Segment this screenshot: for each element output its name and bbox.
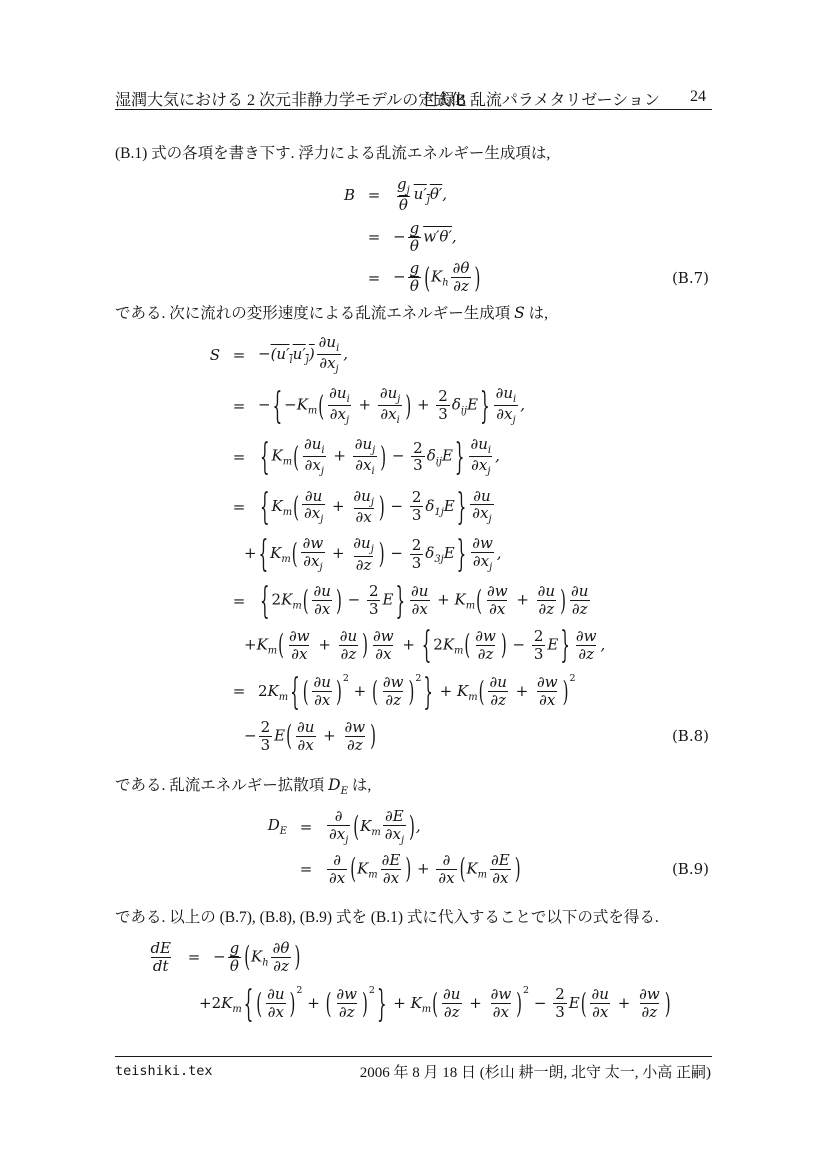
equation-row bbox=[115, 719, 711, 754]
eq-relation: = bbox=[299, 817, 313, 836]
paragraph-intro-b1: (B.1) 式の各項を書き下す. 浮力による乱流エネルギー生成項は, bbox=[115, 145, 551, 162]
equation-row bbox=[115, 852, 711, 887]
eq-relation: = bbox=[232, 345, 246, 364]
equation-row bbox=[115, 260, 711, 295]
equation-row bbox=[115, 623, 711, 667]
eq-relation: = bbox=[367, 185, 381, 204]
equation-row bbox=[115, 220, 711, 255]
eq-rhs: $+2K_m$ { ( $\frac{\partial u}{\partial x}$ )$^2$ + ( $\frac{\partial w}{\partial z}$ )$^2$ } + $K_m$( $\frac{\partial u}{\partial z}$ + $\frac{\partial w}{\partial x}$ )$^2$ − $\frac{2}{3}$ E( $\frac{\partial u}{\partial x}$ + $\frac{\partial w}{\partial z}$ ) bbox=[199, 981, 671, 1026]
eq-lhs: S bbox=[209, 345, 220, 364]
eq-relation: = bbox=[232, 681, 246, 700]
eq-rhs: − $\frac{g}{\theta}$ w′θ′, bbox=[393, 218, 457, 255]
eq-lhs: B bbox=[343, 185, 355, 204]
eq-rhs: − { $-K_m$( $\frac{\partial u_i}{\partial x_j}$ + $\frac{\partial u_j}{\partial x_i}$ ) + $\frac{2}{3}$ $\delta_{ij}E$ } $\frac{\partial u_i}{\partial x_j}$ , bbox=[258, 384, 525, 428]
eq-rhs: − $\frac{g}{\theta}$ ($K_h$ $\frac{\partial\theta}{\partial z}$ ) bbox=[393, 259, 481, 296]
header-page-number: 24 bbox=[690, 88, 706, 105]
equation-block-b7 bbox=[115, 176, 711, 301]
eq-relation: = bbox=[232, 447, 246, 466]
eq-rhs: { $K_m$( $\frac{\partial u_i}{\partial x_j}$ + $\frac{\partial u_j}{\partial x_i}$ ) − $\frac{2}{3}$ $\delta_{ij}E$ } $\frac{\partial u_i}{\partial x_j}$ , bbox=[260, 435, 500, 479]
eq-relation: = bbox=[187, 948, 201, 967]
header-title-main: 湿潤大気における 2 次元非静力学モデルの定式化 bbox=[115, 92, 467, 109]
eq-lhs: $D_E$ bbox=[267, 816, 287, 838]
eq-rhs: $2K_m$ { ( $\frac{\partial u}{\partial x}$ )$^2$ + ( $\frac{\partial w}{\partial z}$ )$^2$ } + $K_m$( $\frac{\partial u}{\partial z}$ + $\frac{\partial w}{\partial x}$ )$^2$ bbox=[258, 669, 576, 714]
header-rule bbox=[115, 109, 712, 110]
eq-relation: = bbox=[367, 268, 381, 287]
eq-rhs: $\frac{g_j}{\theta}$ $u'_j\theta'$, bbox=[397, 175, 448, 215]
eq-relation: = bbox=[232, 497, 246, 516]
eq-rhs: { $2K_m$( $\frac{\partial u}{\partial x}$ ) − $\frac{2}{3}$ E } $\frac{\partial u}{\partial x}$ + $K_m$( $\frac{\partial w}{\partial x}$ + $\frac{\partial u}{\partial z}$ ) $\frac{\partial u}{\partial z}$ bbox=[260, 579, 589, 623]
equation-row bbox=[115, 436, 711, 477]
equation-row bbox=[115, 385, 711, 426]
equation-row bbox=[115, 940, 711, 975]
eq-rhs: $+K_m$( $\frac{\partial w}{\partial x}$ + $\frac{\partial u}{\partial z}$ ) $\frac{\partial w}{\partial x}$ + { $2K_m$( $\frac{\partial w}{\partial z}$ ) − $\frac{2}{3}$ E } $\frac{\partial w}{\partial z}$ , bbox=[244, 623, 606, 667]
eq-rhs: ∂ ∂x ($K_m$ $\frac{\partial E}{\partial x}$ ) + ∂ ∂x ($K_m$ $\frac{\partial E}{\partial x}$ ) bbox=[329, 850, 521, 887]
eq-rhs: + { $K_m$( $\frac{\partial w}{\partial x_j}$ + $\frac{\partial u_j}{\partial z}$ ) − $\frac{2}{3}$ $\delta_{3j}E$ } $\frac{\partial w}{\partial x_j}$ , bbox=[244, 532, 502, 576]
eq-relation: = bbox=[232, 396, 246, 415]
paragraph-shear-term: である. 次に流れの変形速度による乱流エネルギー生成項 S は, bbox=[115, 304, 549, 322]
eq-relation: = bbox=[232, 591, 246, 610]
equation-block-b8 bbox=[115, 334, 711, 763]
eq-rhs: $-(u'_iu'_j)$ $\frac{\partial u_i}{\partial x_j}$ , bbox=[258, 333, 349, 376]
header-title-section: 付録B 乱流パラメタリゼーション bbox=[423, 92, 660, 109]
footer-date-authors: 2006 年 8 月 18 日 (杉山 耕一朗, 北守 太一, 小高 正嗣) bbox=[359, 1065, 711, 1081]
eq-relation: = bbox=[367, 228, 381, 247]
equation-row bbox=[115, 808, 711, 846]
equation-row bbox=[115, 484, 711, 529]
eq-rhs: ∂ $\partial x_j$ ($K_m$ $\frac{\partial E}{\partial x_j}$ ), bbox=[329, 807, 421, 846]
eq-lhs: $\frac{dE}{dt}$ bbox=[150, 939, 171, 975]
footer-rule bbox=[115, 1056, 712, 1057]
equation-block-final bbox=[115, 940, 711, 1027]
equation-row bbox=[115, 579, 711, 623]
equation-row bbox=[115, 334, 711, 375]
paragraph-substitution: である. 以上の (B.7), (B.8), (B.9) 式を (B.1) 式に代入することで以下の式を得る. bbox=[115, 909, 659, 926]
equation-block-b9 bbox=[115, 808, 711, 892]
equation-label-b9: (B.9) bbox=[671, 860, 709, 879]
eq-rhs: { $K_m$( $\frac{\partial u}{\partial x_j}$ + $\frac{\partial u_j}{\partial x}$ ) − $\frac{2}{3}$ $\delta_{1j}E$ } $\frac{\partial u}{\partial x_j}$ bbox=[260, 484, 492, 529]
equation-row bbox=[115, 669, 711, 714]
equation-label-b7: (B.7) bbox=[671, 268, 709, 287]
equation-row bbox=[115, 532, 711, 576]
eq-rhs: − $\frac{2}{3}$ E( $\frac{\partial u}{\partial x}$ + $\frac{\partial w}{\partial z}$ ) bbox=[244, 717, 376, 754]
paragraph-diffusion-term: である. 乱流エネルギー拡散項 $D_E$ は, bbox=[115, 776, 372, 798]
footer-filename: teishiki.tex bbox=[115, 1063, 213, 1079]
equation-row bbox=[115, 981, 711, 1026]
equation-row bbox=[115, 176, 711, 214]
eq-rhs: − $\frac{g}{\theta}$ ($K_h$ $\frac{\partial\theta}{\partial z}$ ) bbox=[213, 939, 301, 975]
eq-relation: = bbox=[299, 860, 313, 879]
equation-label-b8: (B.8) bbox=[671, 727, 709, 746]
